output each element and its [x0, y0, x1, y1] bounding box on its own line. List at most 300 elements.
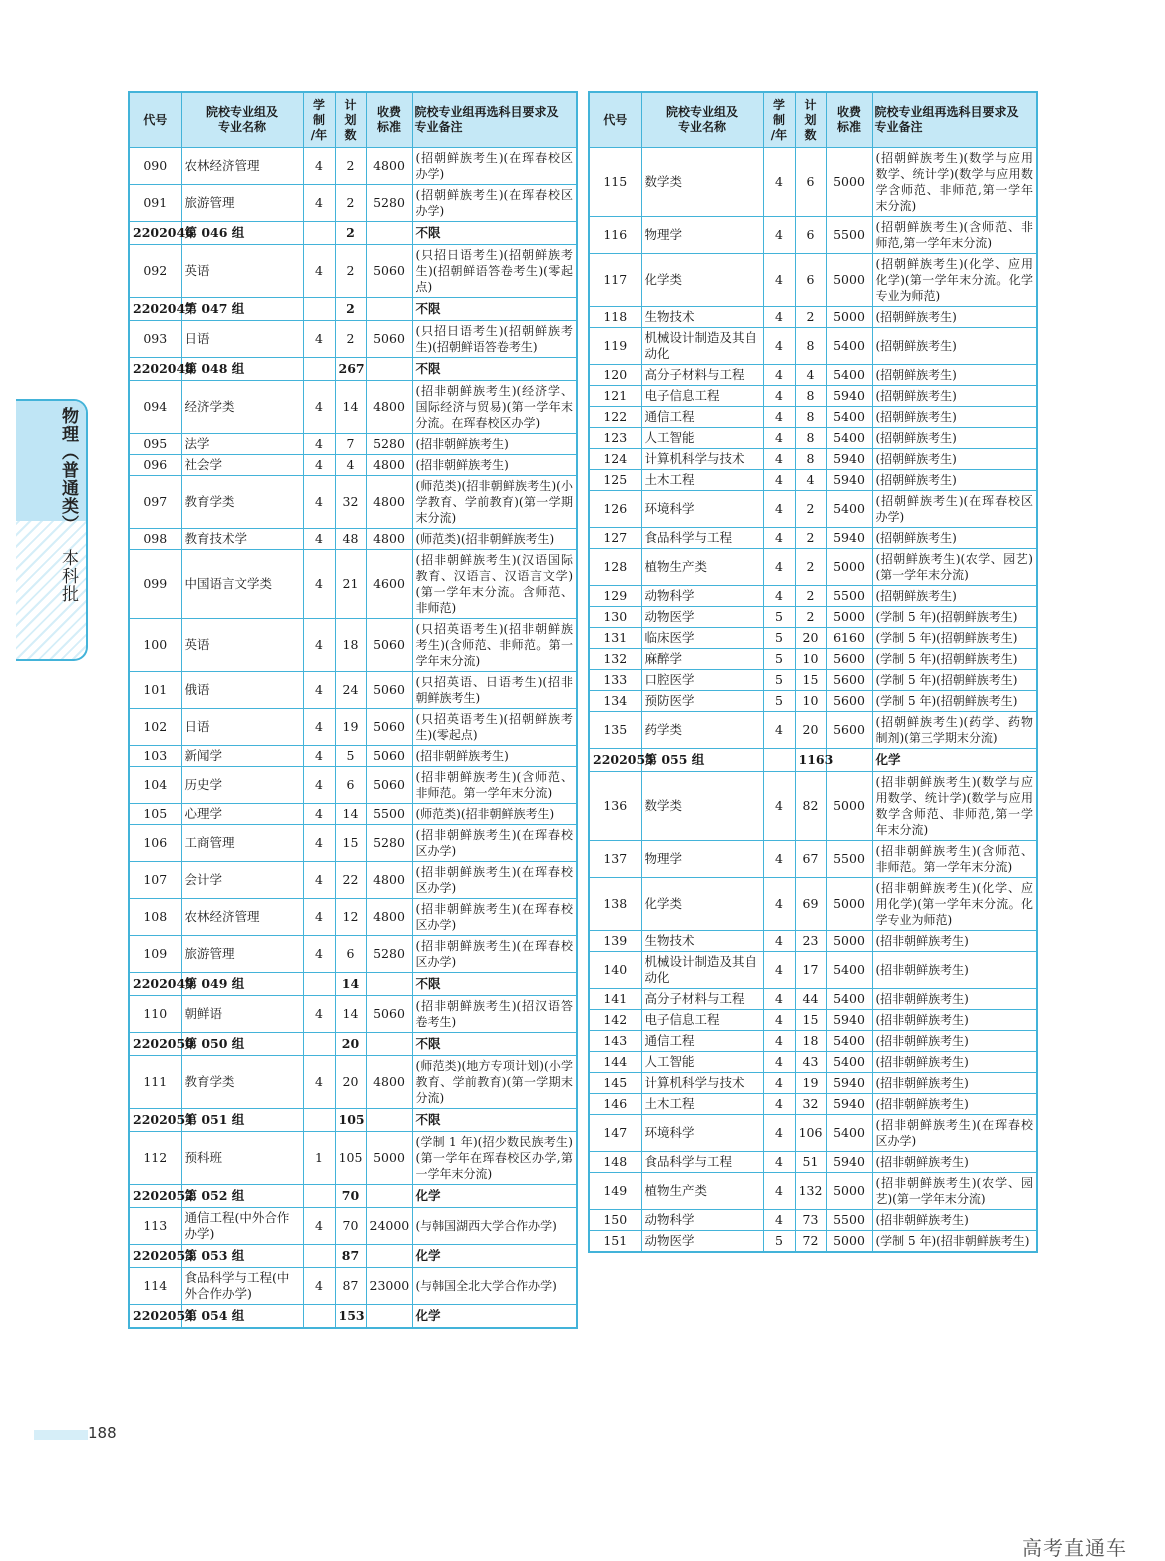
- major-plan: 72: [795, 1231, 826, 1253]
- major-fee: 24000: [366, 1208, 412, 1245]
- major-note: (招非朝鲜族考生): [872, 1073, 1037, 1094]
- major-code: 134: [589, 691, 641, 712]
- major-name: 会计学: [181, 862, 303, 899]
- major-note: (招非朝鲜族考生)(化学、应用化学)(第一学年末分流。化学专业为师范): [872, 878, 1037, 931]
- section-category: 物理（普通类）: [58, 407, 78, 533]
- major-row: [589, 1152, 1037, 1173]
- major-fee: 5940: [826, 449, 872, 470]
- major-fee: 5940: [826, 1094, 872, 1115]
- major-row: [589, 1073, 1037, 1094]
- major-years: 4: [303, 804, 335, 825]
- major-fee: 5060: [366, 321, 412, 358]
- group-row: [129, 1109, 577, 1132]
- major-fee: 4600: [366, 550, 412, 619]
- header-years: 学 制 /年: [303, 92, 335, 148]
- major-years: 4: [303, 899, 335, 936]
- major-name: 植物生产类: [641, 1173, 763, 1210]
- major-plan: 2: [335, 321, 366, 358]
- major-row: [589, 1210, 1037, 1231]
- major-name: 生物技术: [641, 931, 763, 952]
- major-code: 126: [589, 491, 641, 528]
- major-name: 高分子材料与工程: [641, 365, 763, 386]
- group-name: 第 047 组: [181, 298, 303, 321]
- major-plan: 18: [795, 1031, 826, 1052]
- group-subject-requirement: 不限: [412, 973, 577, 996]
- group-row: [129, 1245, 577, 1268]
- group-code: 2202053: [129, 1245, 181, 1268]
- major-fee: 5940: [826, 470, 872, 491]
- major-note: (与韩国湖西大学合作办学): [412, 1208, 577, 1245]
- major-note: (招朝鲜族考生)(药学、药物制剂)(第三学期末分流): [872, 712, 1037, 749]
- major-code: 122: [589, 407, 641, 428]
- major-years: 4: [303, 381, 335, 434]
- group-plan: 20: [335, 1033, 366, 1056]
- major-code: 138: [589, 878, 641, 931]
- major-note: (招非朝鲜族考生): [412, 434, 577, 455]
- major-row: [589, 365, 1037, 386]
- group-subject-requirement: 不限: [412, 222, 577, 245]
- major-row: [589, 470, 1037, 491]
- header-name: 院校专业组及 专业名称: [641, 92, 763, 148]
- group-name: 第 051 组: [181, 1109, 303, 1132]
- major-name: 日语: [181, 321, 303, 358]
- major-years: 4: [763, 1031, 795, 1052]
- major-years: 4: [763, 1210, 795, 1231]
- group-years: [303, 358, 335, 381]
- major-fee: 5400: [826, 1052, 872, 1073]
- major-note: (学制 5 年)(招朝鲜族考生): [872, 691, 1037, 712]
- major-fee: 5280: [366, 825, 412, 862]
- major-note: (招非朝鲜族考生)(在珲春校区办学): [412, 862, 577, 899]
- group-years: [303, 1305, 335, 1329]
- major-note: (招非朝鲜族考生)(在珲春校区办学): [412, 825, 577, 862]
- group-fee: [366, 1245, 412, 1268]
- major-fee: 5060: [366, 767, 412, 804]
- major-fee: 5400: [826, 328, 872, 365]
- major-code: 131: [589, 628, 641, 649]
- major-row: [129, 550, 577, 619]
- major-fee: 5500: [826, 841, 872, 878]
- major-row: [129, 1132, 577, 1185]
- major-code: 146: [589, 1094, 641, 1115]
- major-note: (招非朝鲜族考生)(含师范、非师范。第一学年末分流): [872, 841, 1037, 878]
- major-years: 4: [763, 428, 795, 449]
- major-fee: 5500: [366, 804, 412, 825]
- group-fee: [366, 222, 412, 245]
- major-plan: 14: [335, 996, 366, 1033]
- major-row: [589, 1231, 1037, 1253]
- major-name: 教育学类: [181, 1056, 303, 1109]
- major-plan: 51: [795, 1152, 826, 1173]
- major-fee: 4800: [366, 529, 412, 550]
- major-row: [589, 712, 1037, 749]
- major-row: [129, 825, 577, 862]
- group-row: [129, 1185, 577, 1208]
- major-years: 4: [763, 772, 795, 841]
- group-name: 第 053 组: [181, 1245, 303, 1268]
- page-number: 188: [88, 1424, 117, 1442]
- major-fee: 5500: [826, 1210, 872, 1231]
- major-years: 4: [763, 307, 795, 328]
- major-years: 4: [303, 245, 335, 298]
- group-code: 2202054: [129, 1305, 181, 1329]
- major-note: (招朝鲜族考生): [872, 470, 1037, 491]
- major-name: 日语: [181, 709, 303, 746]
- major-code: 144: [589, 1052, 641, 1073]
- major-fee: 4800: [366, 148, 412, 185]
- major-note: (招朝鲜族考生): [872, 407, 1037, 428]
- major-row: [589, 931, 1037, 952]
- major-name: 生物技术: [641, 307, 763, 328]
- major-years: 5: [763, 649, 795, 670]
- major-row: [129, 767, 577, 804]
- group-code: 2202048: [129, 358, 181, 381]
- major-row: [589, 670, 1037, 691]
- major-note: (学制 5 年)(招非朝鲜族考生): [872, 1231, 1037, 1253]
- group-years: [303, 1033, 335, 1056]
- major-plan: 2: [795, 491, 826, 528]
- major-plan: 6: [795, 254, 826, 307]
- major-plan: 24: [335, 672, 366, 709]
- major-plan: 15: [335, 825, 366, 862]
- major-note: (师范类)(地方专项计划)(小学教育、学前教育)(第一学期末分流): [412, 1056, 577, 1109]
- major-name: 化学类: [641, 254, 763, 307]
- major-code: 109: [129, 936, 181, 973]
- group-name: 第 049 组: [181, 973, 303, 996]
- major-code: 102: [129, 709, 181, 746]
- major-note: (招非朝鲜族考生): [872, 1031, 1037, 1052]
- major-fee: 4800: [366, 1056, 412, 1109]
- major-name: 物理学: [641, 841, 763, 878]
- group-subject-requirement: 化学: [872, 749, 1037, 772]
- major-row: [129, 746, 577, 767]
- major-name: 俄语: [181, 672, 303, 709]
- major-plan: 32: [795, 1094, 826, 1115]
- group-fee: [366, 1033, 412, 1056]
- major-fee: 5940: [826, 1073, 872, 1094]
- major-note: (招非朝鲜族考生): [872, 1010, 1037, 1031]
- major-years: 4: [303, 1208, 335, 1245]
- group-years: [303, 1109, 335, 1132]
- major-years: 4: [763, 1094, 795, 1115]
- major-note: (只招日语考生)(招朝鲜族考生)(招朝鲜语答卷考生)(零起点): [412, 245, 577, 298]
- major-years: 4: [303, 434, 335, 455]
- major-fee: 6160: [826, 628, 872, 649]
- major-name: 环境科学: [641, 491, 763, 528]
- major-fee: 4800: [366, 862, 412, 899]
- major-note: (招非朝鲜族考生)(招汉语答卷考生): [412, 996, 577, 1033]
- major-row: [129, 455, 577, 476]
- major-name: 土木工程: [641, 1094, 763, 1115]
- major-note: (招非朝鲜族考生): [872, 1210, 1037, 1231]
- major-name: 预防医学: [641, 691, 763, 712]
- major-code: 113: [129, 1208, 181, 1245]
- major-years: 5: [763, 628, 795, 649]
- major-years: 4: [763, 148, 795, 217]
- major-years: 4: [763, 449, 795, 470]
- major-note: (招非朝鲜族考生)(在珲春校区办学): [412, 936, 577, 973]
- major-name: 预科班: [181, 1132, 303, 1185]
- major-note: (招非朝鲜族考生)(数学与应用数学、统计学)(数学与应用数学含师范、非师范,第一学年末分流): [872, 772, 1037, 841]
- major-fee: 5000: [826, 254, 872, 307]
- major-name: 食品科学与工程(中外合作办学): [181, 1268, 303, 1305]
- major-row: [589, 628, 1037, 649]
- group-subject-requirement: 化学: [412, 1185, 577, 1208]
- major-name: 通信工程: [641, 407, 763, 428]
- group-name: 第 048 组: [181, 358, 303, 381]
- major-row: [129, 185, 577, 222]
- major-plan: 73: [795, 1210, 826, 1231]
- group-row: [129, 973, 577, 996]
- major-code: 101: [129, 672, 181, 709]
- major-note: (招朝鲜族考生): [872, 449, 1037, 470]
- major-note: (招朝鲜族考生): [872, 386, 1037, 407]
- major-note: (学制 5 年)(招朝鲜族考生): [872, 670, 1037, 691]
- major-name: 高分子材料与工程: [641, 989, 763, 1010]
- major-years: 5: [763, 607, 795, 628]
- major-note: (招非朝鲜族考生)(在珲春校区办学): [412, 899, 577, 936]
- major-row: [129, 996, 577, 1033]
- major-fee: 5000: [826, 772, 872, 841]
- major-note: (只招日语考生)(招朝鲜族考生)(招朝鲜语答卷考生): [412, 321, 577, 358]
- major-plan: 2: [335, 185, 366, 222]
- major-code: 106: [129, 825, 181, 862]
- major-name: 工商管理: [181, 825, 303, 862]
- major-code: 125: [589, 470, 641, 491]
- major-code: 136: [589, 772, 641, 841]
- section-tab-label: [56, 407, 81, 603]
- major-name: 物理学: [641, 217, 763, 254]
- major-fee: 5940: [826, 386, 872, 407]
- major-code: 098: [129, 529, 181, 550]
- major-name: 食品科学与工程: [641, 1152, 763, 1173]
- major-years: 4: [763, 712, 795, 749]
- major-name: 农林经济管理: [181, 899, 303, 936]
- major-code: 110: [129, 996, 181, 1033]
- major-row: [589, 428, 1037, 449]
- group-code: 2202051: [129, 1109, 181, 1132]
- major-code: 100: [129, 619, 181, 672]
- header-fee: 收费 标准: [366, 92, 412, 148]
- major-plan: 15: [795, 1010, 826, 1031]
- major-row: [589, 1052, 1037, 1073]
- group-fee: [366, 1185, 412, 1208]
- major-plan: 2: [335, 148, 366, 185]
- major-code: 091: [129, 185, 181, 222]
- major-code: 119: [589, 328, 641, 365]
- major-years: 4: [763, 878, 795, 931]
- major-fee: 5000: [826, 148, 872, 217]
- group-name: 第 055 组: [641, 749, 763, 772]
- major-plan: 69: [795, 878, 826, 931]
- major-plan: 19: [335, 709, 366, 746]
- major-note: (招朝鲜族考生): [872, 365, 1037, 386]
- group-years: [303, 973, 335, 996]
- major-name: 社会学: [181, 455, 303, 476]
- major-code: 115: [589, 148, 641, 217]
- major-plan: 17: [795, 952, 826, 989]
- major-row: [589, 1010, 1037, 1031]
- major-code: 149: [589, 1173, 641, 1210]
- major-years: 4: [763, 386, 795, 407]
- group-years: [303, 298, 335, 321]
- major-row: [589, 1031, 1037, 1052]
- major-row: [589, 1094, 1037, 1115]
- group-fee: [366, 358, 412, 381]
- major-note: (招非朝鲜族考生)(农学、园艺)(第一学年末分流): [872, 1173, 1037, 1210]
- major-row: [129, 899, 577, 936]
- major-years: 4: [303, 550, 335, 619]
- major-plan: 4: [335, 455, 366, 476]
- major-plan: 6: [795, 217, 826, 254]
- header-name: 院校专业组及 专业名称: [181, 92, 303, 148]
- watermark: 高考直通车: [1022, 1536, 1127, 1560]
- major-note: (师范类)(招非朝鲜族考生): [412, 529, 577, 550]
- major-code: 114: [129, 1268, 181, 1305]
- major-code: 096: [129, 455, 181, 476]
- group-row: [129, 222, 577, 245]
- major-row: [589, 528, 1037, 549]
- major-name: 教育技术学: [181, 529, 303, 550]
- header-note: 院校专业组再选科目要求及 专业备注: [872, 92, 1037, 148]
- major-fee: 5600: [826, 691, 872, 712]
- major-name: 植物生产类: [641, 549, 763, 586]
- group-plan: 105: [335, 1109, 366, 1132]
- major-note: (招非朝鲜族考生)(含师范、非师范。第一学年末分流): [412, 767, 577, 804]
- major-row: [129, 476, 577, 529]
- major-row: [589, 691, 1037, 712]
- major-row: [129, 936, 577, 973]
- major-fee: 5060: [366, 996, 412, 1033]
- major-fee: 4800: [366, 381, 412, 434]
- major-note: (招朝鲜族考生): [872, 307, 1037, 328]
- major-name: 旅游管理: [181, 185, 303, 222]
- major-plan: 18: [335, 619, 366, 672]
- group-name: 第 054 组: [181, 1305, 303, 1329]
- major-name: 电子信息工程: [641, 1010, 763, 1031]
- major-plan: 6: [795, 148, 826, 217]
- major-years: 4: [303, 1056, 335, 1109]
- major-name: 临床医学: [641, 628, 763, 649]
- major-note: (招非朝鲜族考生): [872, 931, 1037, 952]
- group-plan: 2: [335, 222, 366, 245]
- major-years: 5: [763, 670, 795, 691]
- major-plan: 2: [795, 307, 826, 328]
- major-row: [129, 1208, 577, 1245]
- major-code: 130: [589, 607, 641, 628]
- major-row: [129, 619, 577, 672]
- major-code: 140: [589, 952, 641, 989]
- major-fee: 5600: [826, 649, 872, 670]
- major-row: [129, 709, 577, 746]
- major-fee: 5940: [826, 1010, 872, 1031]
- major-row: [129, 529, 577, 550]
- major-fee: 5400: [826, 952, 872, 989]
- major-name: 经济学类: [181, 381, 303, 434]
- group-row: [129, 1033, 577, 1056]
- major-note: (学制 5 年)(招朝鲜族考生): [872, 649, 1037, 670]
- major-name: 通信工程(中外合作办学): [181, 1208, 303, 1245]
- major-fee: 5000: [826, 878, 872, 931]
- major-row: [589, 989, 1037, 1010]
- group-name: 第 052 组: [181, 1185, 303, 1208]
- section-batch: 本科批: [58, 549, 78, 604]
- major-row: [589, 449, 1037, 470]
- major-years: 1: [303, 1132, 335, 1185]
- page-number-bar: [34, 1430, 88, 1440]
- major-code: 139: [589, 931, 641, 952]
- major-plan: 67: [795, 841, 826, 878]
- major-note: (招非朝鲜族考生)(经济学、国际经济与贸易)(第一学年末分流。在珲春校区办学): [412, 381, 577, 434]
- major-row: [129, 148, 577, 185]
- major-row: [129, 245, 577, 298]
- major-name: 计算机科学与技术: [641, 1073, 763, 1094]
- major-plan: 4: [795, 470, 826, 491]
- group-row: [129, 1305, 577, 1329]
- major-code: 132: [589, 649, 641, 670]
- major-plan: 2: [795, 607, 826, 628]
- group-years: [303, 1185, 335, 1208]
- major-plan: 105: [335, 1132, 366, 1185]
- major-name: 人工智能: [641, 428, 763, 449]
- major-name: 英语: [181, 619, 303, 672]
- major-years: 4: [763, 549, 795, 586]
- major-fee: 5280: [366, 185, 412, 222]
- group-plan: 267: [335, 358, 366, 381]
- major-row: [589, 878, 1037, 931]
- major-note: (只招英语考生)(招朝鲜族考生)(零起点): [412, 709, 577, 746]
- group-row: [129, 298, 577, 321]
- major-years: 4: [303, 148, 335, 185]
- major-row: [589, 649, 1037, 670]
- major-note: (招朝鲜族考生): [872, 328, 1037, 365]
- group-code: 2202055: [589, 749, 641, 772]
- major-note: (师范类)(招非朝鲜族考生): [412, 804, 577, 825]
- major-name: 旅游管理: [181, 936, 303, 973]
- major-row: [589, 386, 1037, 407]
- major-years: 4: [763, 989, 795, 1010]
- major-note: (招朝鲜族考生)(农学、园艺)(第一学年末分流): [872, 549, 1037, 586]
- major-plan: 10: [795, 691, 826, 712]
- major-fee: 4800: [366, 476, 412, 529]
- major-note: (招朝鲜族考生)(数学与应用数学、统计学)(数学与应用数学含师范、非师范,第一学年末分流): [872, 148, 1037, 217]
- major-fee: 5400: [826, 1031, 872, 1052]
- group-fee: [366, 1109, 412, 1132]
- major-row: [589, 407, 1037, 428]
- major-code: 142: [589, 1010, 641, 1031]
- major-fee: 5600: [826, 712, 872, 749]
- major-code: 137: [589, 841, 641, 878]
- group-code: 2202049: [129, 973, 181, 996]
- major-code: 148: [589, 1152, 641, 1173]
- major-row: [589, 586, 1037, 607]
- major-note: (只招英语、日语考生)(招非朝鲜族考生): [412, 672, 577, 709]
- major-name: 朝鲜语: [181, 996, 303, 1033]
- major-row: [589, 148, 1037, 217]
- major-code: 111: [129, 1056, 181, 1109]
- major-plan: 15: [795, 670, 826, 691]
- major-fee: 5400: [826, 407, 872, 428]
- major-name: 土木工程: [641, 470, 763, 491]
- major-fee: 5400: [826, 989, 872, 1010]
- major-plan: 4: [795, 365, 826, 386]
- major-plan: 8: [795, 449, 826, 470]
- major-code: 133: [589, 670, 641, 691]
- major-plan: 87: [335, 1268, 366, 1305]
- major-fee: 23000: [366, 1268, 412, 1305]
- major-plan: 20: [795, 628, 826, 649]
- major-fee: 5280: [366, 434, 412, 455]
